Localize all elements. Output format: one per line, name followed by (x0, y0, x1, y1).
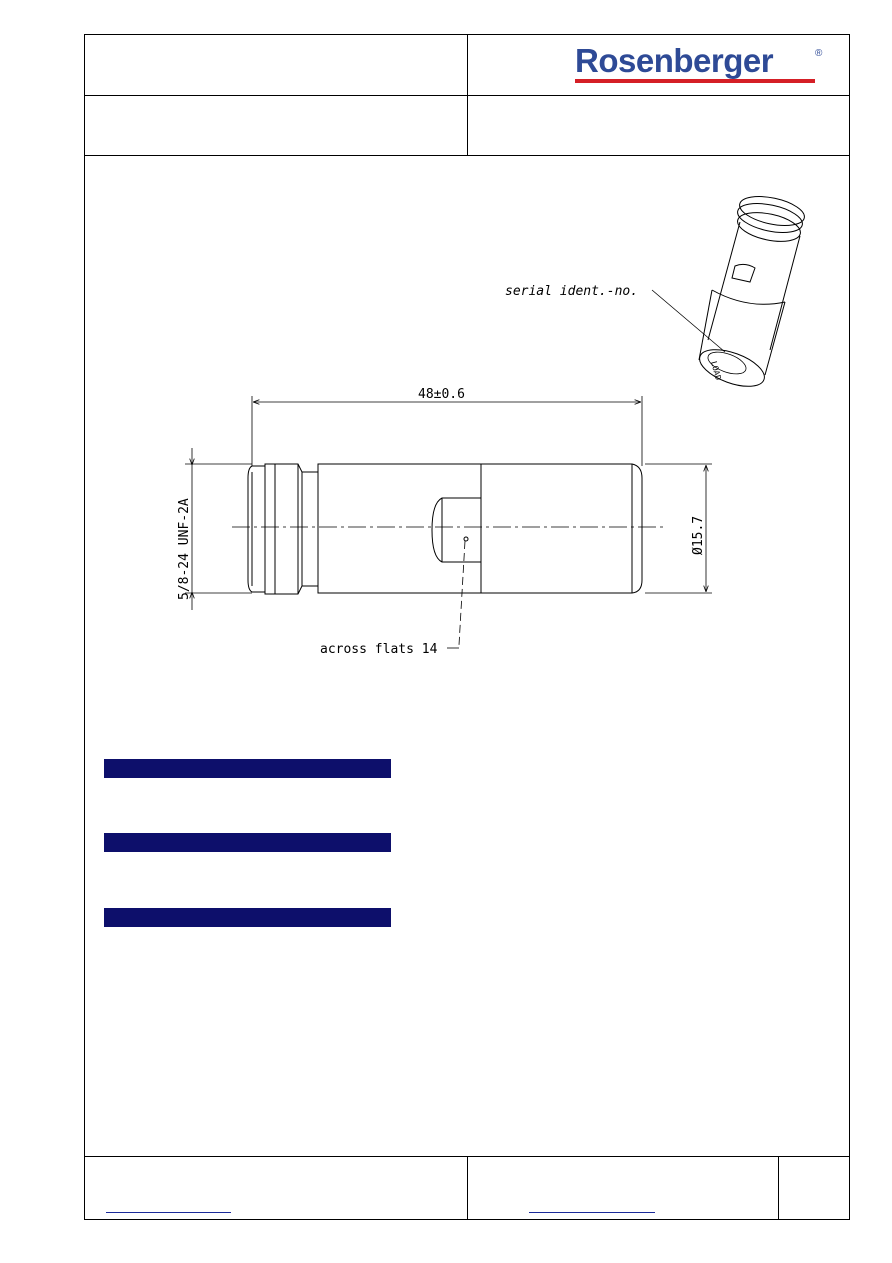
across-flats-label: across flats 14 (320, 642, 438, 657)
thread-dimension-text: 5/8-24 UNF-2A (177, 498, 192, 600)
footer-underline-right (529, 1212, 655, 1213)
thread-dimension (185, 448, 252, 610)
logo-text: Rosenberger (575, 42, 774, 79)
serial-leader-line (652, 290, 725, 352)
length-dimension-text: 48±0.6 (418, 387, 465, 402)
footer-vertical-divider-2 (778, 1156, 779, 1220)
diameter-dimension-text: Ø15.7 (691, 515, 706, 555)
footer-vertical-divider-1 (467, 1156, 468, 1220)
length-dimension (252, 396, 642, 466)
section-bar-2 (104, 833, 391, 852)
engraving-text: LOAD (709, 360, 723, 382)
section-bar-3 (104, 908, 391, 927)
section-bar-1 (104, 759, 391, 778)
isometric-part-view (695, 191, 807, 393)
footer-underline-left (106, 1212, 231, 1213)
logo-registered-mark: ® (815, 48, 823, 59)
serial-ident-label: serial ident.-no. (505, 284, 639, 299)
side-view-part (248, 464, 642, 594)
